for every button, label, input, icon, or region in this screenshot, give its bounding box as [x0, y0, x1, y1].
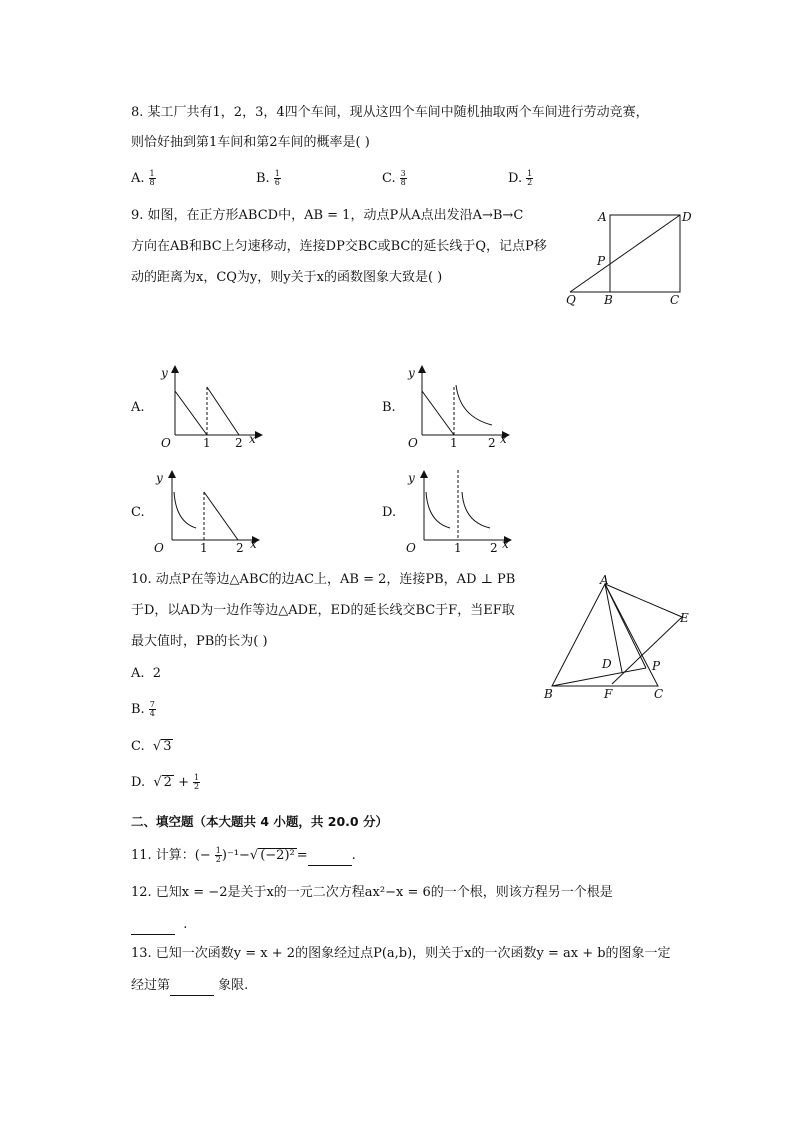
q11-answer-blank[interactable] — [308, 851, 352, 866]
q10-option-c: C. √ 3 — [131, 739, 172, 754]
q9d-tick-2: 2 — [490, 541, 498, 555]
q8-option-a: A. $\frac{1}{8}$ — [131, 169, 155, 187]
q9d-tick-1: 1 — [454, 541, 462, 555]
q9d-y-label: y — [408, 471, 415, 485]
q8-option-d: D. $\frac{1}{2}$ — [508, 169, 533, 187]
q9-label-d: D — [682, 210, 692, 224]
q9b-tick-1: 1 — [450, 436, 458, 450]
q9b-y-label: y — [408, 366, 415, 380]
q9c-x-label: x — [250, 537, 257, 551]
q9-option-c-label: C. — [131, 505, 145, 520]
q9-graph-b — [402, 365, 512, 450]
q9-line2: 方向在AB和BC上匀速移动，连接DP交BC或BC的延长线于Q，记点P移 — [131, 239, 547, 254]
q10-label-b: B — [544, 687, 553, 701]
q9a-tick-1: 1 — [203, 436, 211, 450]
q9-graph-d — [404, 470, 516, 555]
q9c-origin-label: O — [154, 541, 164, 555]
q9a-y-label: y — [161, 366, 168, 380]
q9a-tick-2: 2 — [235, 436, 243, 450]
q9-line1: 9. 如图，在正方形ABCD中，AB = 1，动点P从A点出发沿A→B→C — [131, 208, 524, 223]
q10-option-d: D. √ 2 + $\frac{1}{2}$ — [131, 773, 200, 791]
q9a-x-label: x — [249, 432, 256, 446]
q9a-origin-label: O — [161, 436, 171, 450]
q10-label-p: P — [652, 659, 661, 673]
q8-option-b: B. $\frac{1}{6}$ — [256, 169, 280, 187]
q9-label-q: Q — [566, 293, 576, 307]
q8-line2: 则恰好抽到第1车间和第2车间的概率是( ) — [131, 135, 370, 150]
q9-label-c: C — [670, 293, 680, 307]
q10-label-d: D — [602, 657, 612, 671]
q9-option-d-label: D. — [382, 505, 397, 520]
q11-line: 11. 计算：(− $\frac{1}{2}$ )⁻¹−√ (−2)² = . — [131, 846, 356, 864]
q9-line3: 动的距离为x，CQ为y，则y关于x的函数图象大致是( ) — [131, 270, 443, 285]
q10-label-e: E — [680, 611, 689, 625]
q9-label-b: B — [604, 293, 613, 307]
q9d-origin-label: O — [406, 541, 416, 555]
q13-line2: 经过第 象限. — [131, 976, 248, 996]
q12-answer-blank[interactable] — [131, 920, 175, 935]
q12-line1: 12. 已知x = −2是关于x的一元二次方程ax²−x = 6的一个根，则该方程另一个根是 — [131, 885, 613, 900]
q9-option-a-label: A. — [131, 400, 145, 415]
q9-label-a: A — [598, 210, 607, 224]
q10-line2: 于D，以AD为一边作等边△ADE，ED的延长线交BC于F，当EF取 — [131, 603, 515, 618]
q10-triangle-figure — [540, 572, 700, 707]
q9c-tick-2: 2 — [236, 541, 244, 555]
q9b-x-label: x — [500, 432, 507, 446]
q9-graph-c — [152, 470, 264, 555]
q10-label-f: F — [604, 687, 613, 701]
q13-answer-blank[interactable] — [170, 981, 214, 996]
q10-line3: 最大值时，PB的长为( ) — [131, 634, 268, 649]
q12-line2: . — [131, 915, 187, 935]
q8-line1: 8. 某工厂共有1，2，3，4四个车间，现从这四个车间中随机抽取两个车间进行劳动竞赛， — [131, 105, 649, 120]
q9-option-b-label: B. — [382, 400, 396, 415]
q9d-x-label: x — [502, 537, 509, 551]
q10-label-c: C — [654, 687, 664, 701]
q10-option-b: B. $\frac{7}{4}$ — [131, 700, 155, 718]
q9c-y-label: y — [156, 471, 163, 485]
q10-label-a: A — [600, 573, 609, 587]
q10-line1: 10. 动点P在等边△ABC的边AC上，AB = 2，连接PB，AD ⊥ PB — [131, 572, 516, 587]
q9b-tick-2: 2 — [488, 436, 496, 450]
q9b-origin-label: O — [408, 436, 418, 450]
q8-option-c: C. $\frac{3}{8}$ — [382, 169, 406, 187]
q9c-tick-1: 1 — [200, 541, 208, 555]
q9-graph-a — [155, 365, 265, 450]
q13-line1: 13. 已知一次函数y = x + 2的图象经过点P(a,b)，则关于x的一次函数y = ax + b的图象一定 — [131, 946, 671, 961]
section-title-fill-in: 二、填空题（本大题共 4 小题，共 20.0 分） — [131, 814, 388, 829]
q9-label-p: P — [597, 254, 606, 268]
q9-square-figure — [560, 205, 700, 310]
q10-option-a: A. 2 — [131, 666, 162, 681]
